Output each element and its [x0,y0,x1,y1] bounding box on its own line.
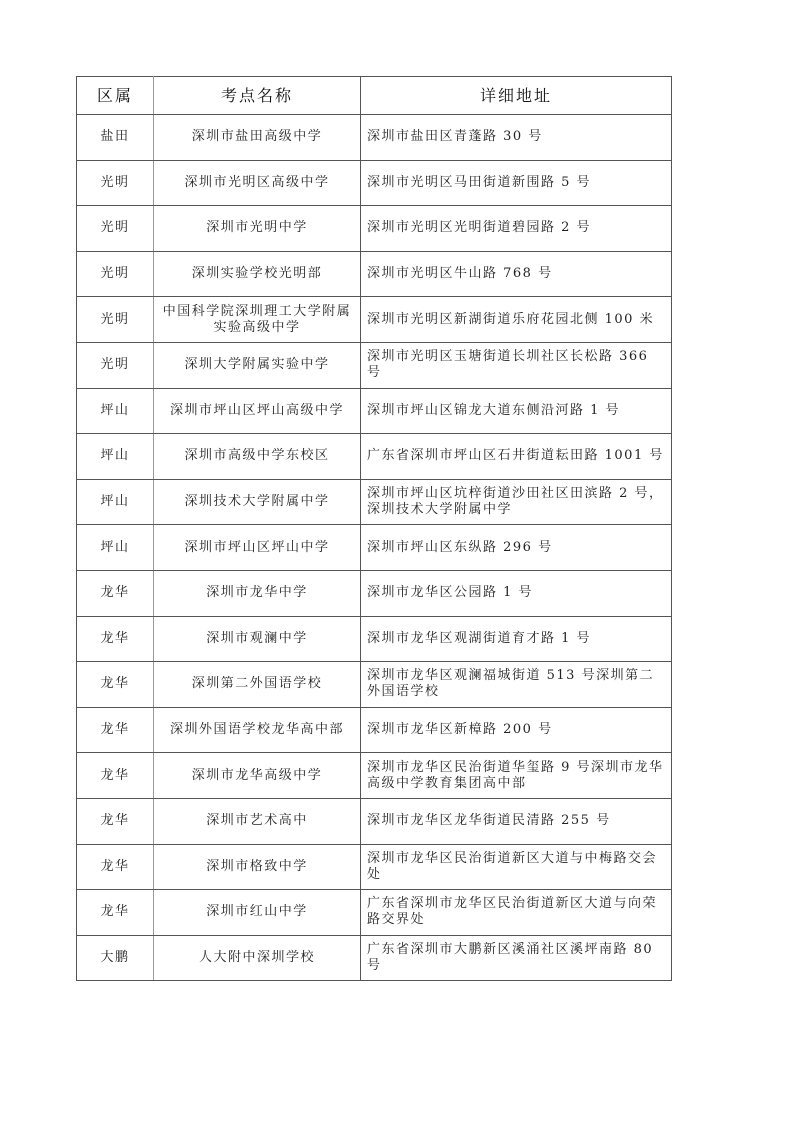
cell-address: 深圳市坪山区坑梓街道沙田社区田滨路 2 号，深圳技术大学附属中学 [361,479,672,525]
cell-site-name: 深圳市光明区高级中学 [154,160,361,206]
cell-district: 坪山 [77,434,154,480]
cell-district: 光明 [77,206,154,252]
cell-district: 光明 [77,251,154,297]
table-header-row [77,77,672,115]
cell-district: 龙华 [77,798,154,844]
cell-district: 坪山 [77,388,154,434]
table-row [77,479,672,525]
cell-site-name: 深圳市艺术高中 [154,798,361,844]
cell-district: 龙华 [77,844,154,890]
table-row [77,206,672,252]
table-body [77,115,672,981]
cell-address: 深圳市龙华区民治街道新区大道与中梅路交会处 [361,844,672,890]
cell-address: 深圳市龙华区新樟路 200 号 [361,707,672,753]
cell-address: 深圳市光明区新湖街道乐府花园北侧 100 米 [361,297,672,343]
cell-site-name: 深圳市高级中学东校区 [154,434,361,480]
cell-site-name: 人大附中深圳学校 [154,935,361,981]
cell-address: 深圳市龙华区民治街道华玺路 9 号深圳市龙华高级中学教育集团高中部 [361,753,672,799]
cell-district: 龙华 [77,662,154,708]
cell-site-name: 深圳市坪山区坪山中学 [154,525,361,571]
cell-site-name: 深圳市光明中学 [154,206,361,252]
table-row [77,251,672,297]
cell-district: 龙华 [77,570,154,616]
table-row [77,388,672,434]
table-row [77,342,672,388]
cell-district: 龙华 [77,616,154,662]
table-row [77,160,672,206]
cell-district: 龙华 [77,707,154,753]
cell-site-name: 深圳大学附属实验中学 [154,342,361,388]
cell-address: 广东省深圳市坪山区石井街道耘田路 1001 号 [361,434,672,480]
cell-site-name: 中国科学院深圳理工大学附属实验高级中学 [154,297,361,343]
cell-address: 深圳市光明区牛山路 768 号 [361,251,672,297]
cell-district: 盐田 [77,115,154,161]
cell-site-name: 深圳外国语学校龙华高中部 [154,707,361,753]
cell-site-name: 深圳市坪山区坪山高级中学 [154,388,361,434]
cell-address: 广东省深圳市大鹏新区溪涌社区溪坪南路 80 号 [361,935,672,981]
table-row [77,570,672,616]
header-site-name: 考点名称 [154,77,361,115]
cell-site-name: 深圳技术大学附属中学 [154,479,361,525]
cell-site-name: 深圳市龙华中学 [154,570,361,616]
cell-district: 龙华 [77,753,154,799]
cell-site-name: 深圳第二外国语学校 [154,662,361,708]
table-row [77,935,672,981]
table-row [77,662,672,708]
cell-site-name: 深圳市红山中学 [154,890,361,936]
exam-site-table [76,76,672,981]
cell-district: 坪山 [77,479,154,525]
cell-district: 光明 [77,342,154,388]
cell-site-name: 深圳市盐田高级中学 [154,115,361,161]
cell-district: 坪山 [77,525,154,571]
header-address: 详细地址 [361,77,672,115]
cell-address: 广东省深圳市龙华区民治街道新区大道与向荣路交界处 [361,890,672,936]
cell-district: 大鹏 [77,935,154,981]
table-row [77,616,672,662]
table-row [77,753,672,799]
cell-site-name: 深圳市龙华高级中学 [154,753,361,799]
table-row [77,297,672,343]
cell-district: 光明 [77,297,154,343]
table-row [77,707,672,753]
header-district: 区属 [77,77,154,115]
table-row [77,798,672,844]
cell-address: 深圳市坪山区锦龙大道东侧沿河路 1 号 [361,388,672,434]
cell-address: 深圳市光明区玉塘街道长圳社区长松路 366 号 [361,342,672,388]
cell-address: 深圳市盐田区青蓬路 30 号 [361,115,672,161]
table-row [77,890,672,936]
cell-site-name: 深圳市格致中学 [154,844,361,890]
cell-site-name: 深圳市观澜中学 [154,616,361,662]
cell-address: 深圳市龙华区观湖街道育才路 1 号 [361,616,672,662]
cell-site-name: 深圳实验学校光明部 [154,251,361,297]
cell-address: 深圳市龙华区龙华街道民清路 255 号 [361,798,672,844]
cell-district: 光明 [77,160,154,206]
table-row [77,525,672,571]
cell-district: 龙华 [77,890,154,936]
cell-address: 深圳市龙华区公园路 1 号 [361,570,672,616]
cell-address: 深圳市光明区马田街道新围路 5 号 [361,160,672,206]
table-row [77,844,672,890]
table-row [77,434,672,480]
cell-address: 深圳市龙华区观澜福城街道 513 号深圳第二外国语学校 [361,662,672,708]
table-row [77,115,672,161]
cell-address: 深圳市光明区光明街道碧园路 2 号 [361,206,672,252]
cell-address: 深圳市坪山区东纵路 296 号 [361,525,672,571]
